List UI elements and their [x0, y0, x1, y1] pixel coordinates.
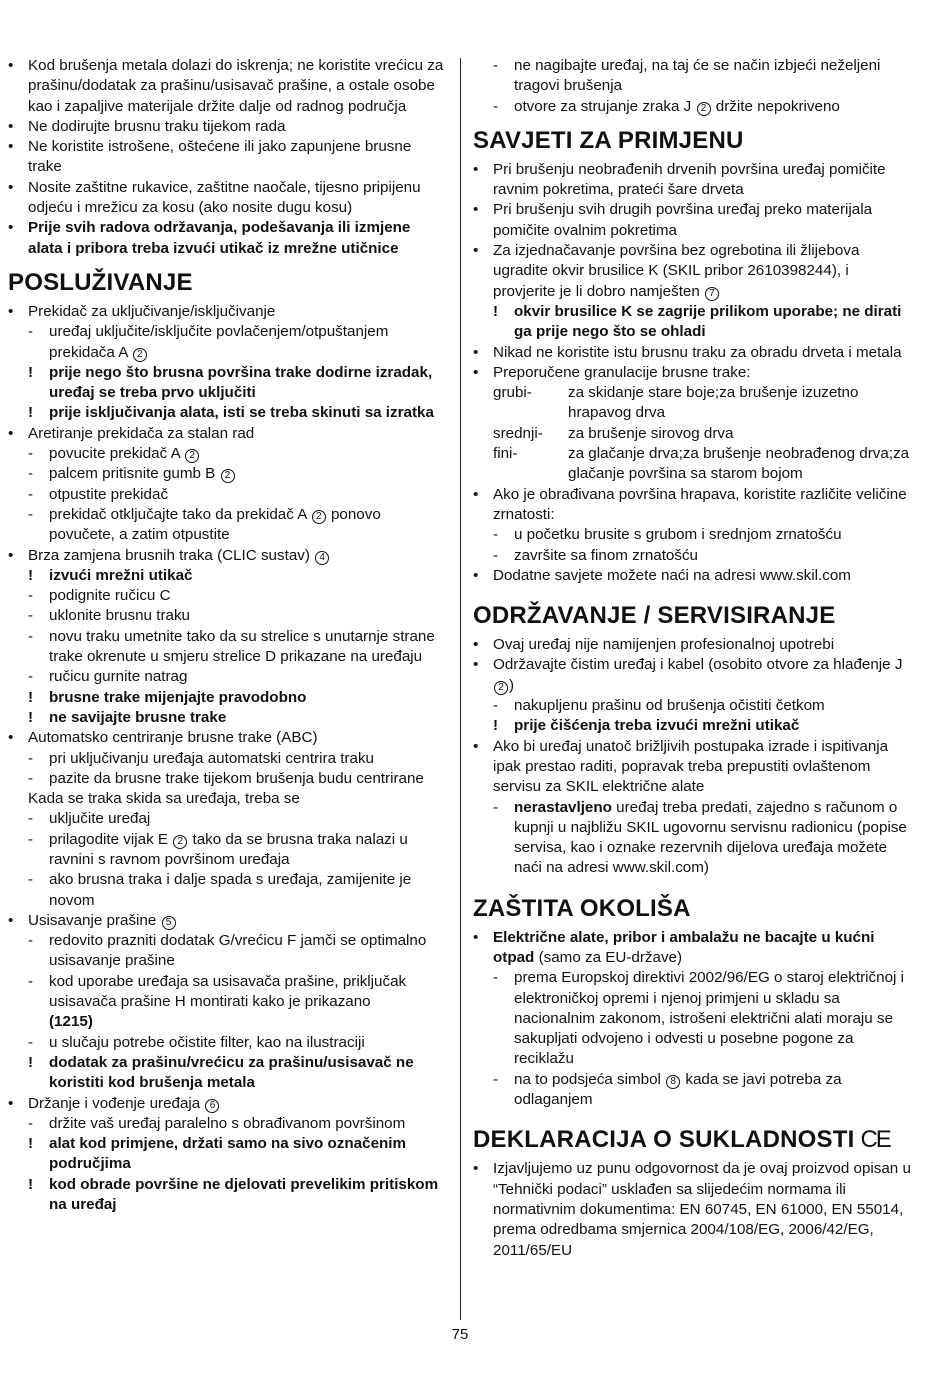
list-item-text	[473, 343, 913, 363]
list-item	[473, 1159, 913, 1260]
list-item-text	[8, 606, 448, 626]
figure-ref-icon: 7	[705, 287, 719, 301]
list-item	[473, 343, 913, 363]
list-marker: -	[28, 485, 34, 503]
list-item	[8, 1094, 448, 1114]
list-marker: -	[493, 697, 499, 715]
list-item	[473, 798, 913, 879]
item-text: Ne koristite istrošene, oštećene ili jako zapunjene brusne trake	[28, 138, 412, 176]
list-item-text	[8, 56, 448, 117]
item-text: Ovaj uređaj nije namijenjen profesionalnoj upotrebi	[493, 636, 835, 654]
item-text: dodatak za prašinu/vrećicu za prašinu/usisavač ne koristiti kod brušenja metala	[49, 1053, 414, 1092]
item-text: prilagodite vijak E	[49, 830, 169, 848]
item-text: uključite uređaj	[49, 810, 151, 828]
list-marker: •	[473, 485, 479, 503]
list-item	[473, 56, 913, 97]
page-number: 75	[451, 1326, 469, 1343]
item-text: palcem pritisnite gumb B	[49, 465, 216, 483]
list-item	[8, 137, 448, 178]
list-item-text	[8, 627, 448, 668]
item-text: Ako je obrađivana površina hrapava, koristite različite veličine zrnatosti:	[493, 485, 907, 523]
bold-text: Električne alate, pribor i ambalažu ne bacajte u kućni otpad	[493, 928, 875, 966]
item-text: ručicu gurnite natrag	[49, 668, 188, 686]
item-text-cont: kada se javi potreba za odlaganjem	[514, 1070, 842, 1109]
item-text: Održavajte čistim uređaj i kabel (osobito otvore za hlađenje J	[493, 656, 903, 674]
item-text: uklonite brusnu traku	[49, 607, 190, 625]
heading-savjeti: SAVJETI ZA PRIMJENU	[473, 126, 744, 154]
item-text: alat kod primjene, držati samo na sivo označenim područjima	[49, 1135, 407, 1173]
item-text: završite sa finom zrnatošću	[514, 546, 699, 564]
list-item	[8, 302, 448, 322]
list-item	[8, 586, 448, 606]
list-item	[473, 363, 913, 383]
figure-ref-icon: 2	[494, 681, 508, 695]
list-item-text	[8, 137, 448, 178]
grit-use: za skidanje stare boje;za brušenje izuzetno hrapavog drva	[568, 384, 859, 422]
list-marker: -	[493, 57, 499, 74]
item-text: Kod brušenja metala dolazi do iskrenja; ne koristite vrećicu za prašinu/dodatak za prašinu/usisavač prašine, a ostale osobe kao i zapaljive materijale držite dalje od radnog područja	[28, 57, 444, 115]
list-item-text	[473, 363, 913, 383]
list-marker: !	[28, 1175, 34, 1193]
list-item	[8, 769, 448, 789]
left-column	[8, 56, 448, 1215]
item-text: izvući mrežni utikač	[49, 566, 193, 584]
list-marker: -	[493, 1070, 499, 1088]
item-text: pazite da brusne trake tijekom brušenja budu centrirane	[49, 769, 424, 787]
maintenance-list	[473, 635, 913, 879]
list-item-text	[473, 56, 913, 97]
item-text: prije isključivanja alata, isti se treba skinuti sa izratka	[49, 404, 434, 422]
list-item	[473, 655, 913, 696]
list-item	[473, 968, 913, 1069]
list-item	[473, 485, 913, 526]
heading-zastita: ZAŠTITA OKOLIŠA	[473, 894, 691, 922]
declaration-list	[473, 1159, 913, 1260]
item-text: Držanje i vođenje uređaja	[28, 1094, 201, 1112]
grit-use: za glačanje drva;za brušenje neobrađenog drva;za glačanje površina sa starom bojom	[568, 445, 910, 483]
item-text: kod obrade površine ne djelovati prevelikim pritiskom na uređaj	[49, 1175, 439, 1214]
list-item-text	[473, 160, 913, 201]
list-item	[8, 424, 448, 444]
list-item-text	[8, 749, 448, 769]
item-text: Prije svih radova održavanja, podešavanja ili izmjene alata i pribora treba izvući utikač iz mrežne utičnice	[28, 219, 411, 257]
list-marker: •	[473, 737, 479, 755]
item-text: otvore za strujanje zraka J	[514, 97, 692, 115]
item-text: Nosite zaštitne rukavice, zaštitne naočale, tijesno pripijenu odjeću i mrežicu za kosu (ako nosite dugu kosu)	[28, 178, 421, 217]
list-item-text	[8, 444, 448, 464]
list-item	[8, 505, 448, 546]
item-text: Automatsko centriranje brusne trake (ABC)	[28, 729, 318, 747]
list-item	[8, 178, 448, 219]
item-text: Prekidač za uključivanje/isključivanje	[28, 302, 276, 320]
item-text: Ako bi uređaj unatoč brižljivih postupaka izrade i ispitivanja ipak prestao raditi, popravak treba prepustiti ovlaštenom servisu za SKIL električne alate	[493, 737, 889, 796]
list-item-text	[473, 696, 913, 716]
figure-ref-icon: 2	[133, 348, 147, 362]
list-item	[8, 728, 448, 748]
list-item	[8, 708, 448, 728]
list-item-text	[8, 708, 448, 728]
list-item	[473, 566, 913, 586]
list-item	[473, 716, 913, 736]
heading-deklaracija	[473, 1126, 913, 1154]
item-text: pri uključivanju uređaja automatski centrira traku	[49, 749, 374, 767]
list-item-text	[8, 870, 448, 911]
list-item	[8, 749, 448, 769]
list-item	[473, 241, 913, 302]
list-item-text	[8, 1033, 448, 1053]
item-text: podignite ručicu C	[49, 587, 171, 605]
item-text: prije čišćenja treba izvući mrežni utikač	[514, 717, 800, 735]
list-marker: •	[473, 928, 479, 946]
grit-table	[473, 383, 913, 484]
list-item	[8, 1053, 448, 1094]
list-item-text	[8, 566, 448, 586]
list-item	[8, 870, 448, 911]
item-text: Brza zamjena brusnih traka (CLIC sustav)	[28, 546, 310, 564]
list-item-text	[8, 769, 448, 789]
grit-name: fini-	[493, 445, 518, 463]
list-marker: -	[493, 798, 499, 816]
list-item	[8, 117, 448, 137]
list-item-text	[473, 737, 913, 798]
list-marker: •	[8, 117, 14, 135]
item-text-cont: ponovo povučete, a zatim otpustite	[49, 505, 381, 544]
item-text: Aretiranje prekidača za stalan rad	[28, 424, 255, 442]
list-item-text	[473, 798, 913, 879]
list-item-text	[473, 635, 913, 655]
item-text: okvir brusilice K se zagrije prilikom uporabe; ne dirati ga prije nego što se ohladi	[514, 302, 902, 341]
list-marker: -	[28, 607, 34, 625]
item-text: Pri brušenju svih drugih površina uređaj preko materijala pomičite ovalnim pokretima	[493, 201, 873, 239]
safety-list	[8, 56, 448, 259]
item-text: Usisavanje prašine	[28, 911, 157, 929]
item-text: redovito prazniti dodatak G/vrećicu F jamči se optimalno usisavanje prašine	[49, 932, 427, 970]
list-item-text	[473, 928, 913, 969]
list-marker: •	[473, 160, 479, 178]
item-text: Nikad ne koristite istu brusnu traku za obradu drveta i metala	[493, 343, 902, 361]
figure-ref-icon: 6	[205, 1099, 219, 1113]
list-item	[473, 635, 913, 655]
list-item	[8, 809, 448, 829]
list-marker: !	[28, 688, 34, 706]
list-item-text	[8, 1175, 448, 1216]
list-marker: !	[28, 1053, 34, 1071]
list-item-text	[8, 789, 448, 809]
list-item	[473, 525, 913, 545]
list-item	[8, 363, 448, 404]
figure-ref-icon: 2	[221, 469, 235, 483]
item-text: Izjavljujemo uz punu odgovornost da je ovaj proizvod opisan u “Tehnički podaci” usklađen sa slijedećim normama ili normativnim dokumentima: EN 60745, EN 61000, EN 55014, prema odredbama smjernica 2004/108/EG, 2006/42/EG, 2011/65/EU	[493, 1160, 911, 1259]
item-text: brusne trake mijenjajte pravodobno	[49, 688, 307, 706]
item-text: prema Europskoj direktivi 2002/96/EG o staroj električnoj i elektroničkoj opremi i njenoj primjeni u skladu sa nacionalnim zakonom, istrošeni električni alati moraju se sakupljati odvojeno i odvesti u posebne pogone za reciklažu	[514, 969, 904, 1068]
grit-row	[473, 444, 913, 485]
list-item	[8, 667, 448, 687]
list-item-text	[473, 1159, 913, 1260]
list-marker: •	[8, 302, 14, 320]
item-text: Kada se traka skida sa uređaja, treba se	[28, 790, 300, 808]
list-item-text	[473, 525, 913, 545]
list-marker: -	[493, 546, 499, 564]
list-marker: !	[28, 708, 34, 726]
list-marker: •	[473, 636, 479, 654]
ce-mark: CE	[860, 1126, 890, 1154]
right-column	[473, 56, 913, 1261]
list-marker: -	[28, 465, 34, 483]
list-marker: -	[28, 587, 34, 605]
list-item-text	[8, 667, 448, 687]
list-item-text	[8, 505, 448, 546]
column-divider	[460, 58, 461, 1320]
list-item-text	[8, 972, 448, 1033]
list-marker: •	[473, 201, 479, 219]
list-item-text	[473, 968, 913, 1069]
list-marker: -	[28, 627, 34, 645]
list-item	[473, 160, 913, 201]
list-marker: -	[28, 749, 34, 767]
list-item	[8, 464, 448, 484]
list-item-text	[8, 809, 448, 829]
grit-use: za brušenje sirovog drva	[568, 424, 734, 442]
list-item-text	[8, 1053, 448, 1094]
list-item-text	[8, 586, 448, 606]
list-marker: -	[28, 972, 34, 990]
list-marker: !	[493, 717, 499, 735]
list-item-text	[8, 688, 448, 708]
list-item	[473, 97, 913, 117]
list-item	[8, 1175, 448, 1216]
list-marker: -	[28, 871, 34, 889]
list-item	[473, 200, 913, 241]
list-marker: -	[28, 769, 34, 787]
list-item	[8, 627, 448, 668]
item-text-cont: )	[509, 676, 515, 694]
list-item	[8, 606, 448, 626]
bold-text: nerastavljeno	[514, 798, 612, 816]
list-item-text	[473, 97, 913, 117]
grit-row	[473, 383, 913, 424]
grit-name: srednji-	[493, 424, 543, 442]
tips-list-2	[473, 485, 913, 586]
item-text: držite vaš uređaj paralelno s obrađivanom površinom	[49, 1114, 406, 1132]
item-text: otpustite prekidač	[49, 485, 169, 503]
tips-list	[473, 160, 913, 383]
grit-row	[473, 424, 913, 444]
list-item-text	[8, 1114, 448, 1134]
list-marker: -	[28, 1114, 34, 1132]
list-item-text	[8, 218, 448, 259]
list-item	[8, 485, 448, 505]
list-item-text	[8, 117, 448, 137]
item-text-cont: predati, zajedno s računom o kupnji u najbližu SKIL ugovornu servisnu radionicu (popise servisa, kao i oznake rezervnih dijelova uređaja možete naći na adresi www.skil.com)	[514, 798, 907, 877]
list-marker: •	[473, 343, 479, 361]
grit-row-text	[473, 424, 913, 444]
list-item	[8, 566, 448, 586]
list-item-text	[473, 566, 913, 586]
list-marker: •	[8, 138, 14, 156]
figure-ref-icon: 5	[162, 916, 176, 930]
list-item-text	[473, 716, 913, 736]
list-marker: -	[493, 969, 499, 987]
list-marker: -	[28, 668, 34, 686]
item-text: ne nagibajte uređaj, na taj će se način izbjeći neželjeni tragovi brušenja	[514, 57, 881, 95]
list-marker: -	[493, 97, 499, 115]
item-text: Preporučene granulacije brusne trake:	[493, 363, 751, 381]
list-item	[8, 218, 448, 259]
list-marker: •	[8, 546, 14, 564]
item-text: novu traku umetnite tako da su strelice s unutarnje strane trake okrenute u smjeru strelice D prikazane na uređaju	[49, 627, 435, 666]
list-marker: -	[28, 932, 34, 950]
list-item	[8, 322, 448, 363]
list-item-text	[8, 322, 448, 363]
figure-ref-icon: 4	[315, 551, 329, 565]
item-text: uređaj treba	[616, 798, 698, 816]
heading-posluzivanje: POSLUŽIVANJE	[8, 268, 193, 296]
list-item-text	[8, 403, 448, 423]
list-marker: •	[8, 424, 14, 442]
item-text: ne savijajte brusne trake	[49, 708, 227, 726]
item-text: prekidač otključajte tako da prekidač A	[49, 505, 307, 523]
list-marker: •	[8, 57, 14, 74]
list-marker: -	[493, 526, 499, 544]
list-marker: •	[8, 1094, 14, 1112]
list-item	[8, 56, 448, 117]
list-marker: !	[493, 302, 499, 320]
list-marker: -	[28, 830, 34, 848]
figure-ref-icon: 8	[666, 1075, 680, 1089]
list-item-text	[473, 655, 913, 696]
list-marker: -	[28, 810, 34, 828]
list-item	[473, 696, 913, 716]
item-text-cont: (samo za EU-države)	[538, 948, 683, 966]
list-marker: •	[473, 656, 479, 674]
list-marker: -	[28, 505, 34, 523]
list-marker: •	[8, 219, 14, 237]
list-marker: !	[28, 566, 34, 584]
figure-ref-icon: 2	[312, 510, 326, 524]
list-item-text	[473, 485, 913, 526]
list-marker: !	[28, 1135, 34, 1153]
list-marker: •	[8, 911, 14, 929]
list-marker: -	[28, 323, 34, 341]
item-text: u slučaju potrebe očistite filter, kao na ilustraciji	[49, 1033, 365, 1051]
item-text: Za izjednačavanje površina bez ogrebotina ili žlijebova ugradite okvir brusilice K (SKIL pribor 2610398244), i provjerite je li dobro namješten	[493, 242, 860, 300]
list-item	[473, 737, 913, 798]
list-item	[8, 546, 448, 566]
item-text: Dodatne savjete možete naći na adresi www.skil.com	[493, 566, 851, 584]
item-text: nakupljenu prašinu od brušenja očistiti četkom	[514, 697, 825, 715]
item-text: na to podsjeća simbol	[514, 1070, 661, 1088]
list-marker: !	[28, 363, 34, 381]
list-item-text	[8, 911, 448, 931]
list-item-text	[8, 424, 448, 444]
list-marker: !	[28, 404, 34, 422]
grit-row-text	[473, 383, 913, 424]
list-marker: •	[8, 729, 14, 747]
list-marker: •	[473, 363, 479, 381]
list-item	[8, 972, 448, 1033]
list-item	[473, 1070, 913, 1111]
list-item-text	[8, 464, 448, 484]
list-item	[8, 789, 448, 809]
list-item	[473, 302, 913, 343]
item-text-cont: tako da se brusna traka nalazi u ravnini s ravnom površinom uređaja	[49, 830, 408, 868]
list-item	[8, 1134, 448, 1175]
list-item-text	[8, 1094, 448, 1114]
list-item	[8, 1033, 448, 1053]
list-item-text	[8, 728, 448, 748]
list-item-text	[8, 546, 448, 566]
item-text: ako brusna traka i dalje spada s uređaja, zamijenite je novom	[49, 871, 412, 909]
list-item-text	[8, 830, 448, 871]
heading-deklaracija-text: DEKLARACIJA O SUKLADNOSTI	[473, 1126, 855, 1154]
list-item	[8, 1114, 448, 1134]
list-item-text	[8, 485, 448, 505]
list-item	[473, 928, 913, 969]
operation-list	[8, 302, 448, 1215]
list-item	[8, 444, 448, 464]
figure-ref-icon: 2	[173, 835, 187, 849]
handling-continued-list	[473, 56, 913, 117]
list-item-text	[473, 1070, 913, 1111]
figure-ref-icon: 2	[697, 102, 711, 116]
list-item-text	[8, 178, 448, 219]
heading-odrzavanje: ODRŽAVANJE / SERVISIRANJE	[473, 602, 836, 630]
item-text: u početku brusite s grubom i srednjom zrnatošću	[514, 526, 842, 544]
grit-row-text	[473, 444, 913, 485]
list-item-text	[473, 302, 913, 343]
list-marker: •	[473, 242, 479, 260]
item-text: kod uporabe uređaja sa usisavača prašine, priključak usisavača prašine H montirati kako je prikazano	[49, 972, 407, 1011]
list-item-text	[8, 931, 448, 972]
list-marker: •	[473, 566, 479, 584]
list-item-text	[473, 546, 913, 566]
item-text: prije nego što brusna površina trake dodirne izradak, uređaj se treba prvo uključiti	[49, 363, 433, 402]
item-text: povucite prekidač A	[49, 445, 180, 463]
list-item-text	[473, 241, 913, 302]
figure-ref-icon: 2	[185, 449, 199, 463]
item-text-cont: držite nepokriveno	[715, 97, 840, 115]
list-item-text	[8, 363, 448, 404]
list-marker: -	[28, 1033, 34, 1051]
list-item-text	[8, 1134, 448, 1175]
item-text: uređaj uključite/isključite povlačenjem/otpuštanjem prekidača A	[49, 323, 389, 361]
list-marker: -	[28, 445, 34, 463]
bold-text: (1215)	[49, 1013, 93, 1031]
list-marker: •	[8, 178, 14, 196]
item-text: Ne dodirujte brusnu traku tijekom rada	[28, 117, 286, 135]
list-item	[8, 830, 448, 871]
list-item	[8, 403, 448, 423]
item-text: Pri brušenju neobrađenih drvenih površina uređaj pomičite ravnim pokretima, prateći šare drveta	[493, 160, 886, 199]
list-item	[473, 546, 913, 566]
list-marker: •	[473, 1160, 479, 1178]
list-item	[8, 931, 448, 972]
list-item-text	[8, 302, 448, 322]
list-item	[8, 911, 448, 931]
environment-list	[473, 928, 913, 1111]
grit-name: grubi-	[493, 384, 532, 402]
list-item-text	[473, 200, 913, 241]
list-item	[8, 688, 448, 708]
